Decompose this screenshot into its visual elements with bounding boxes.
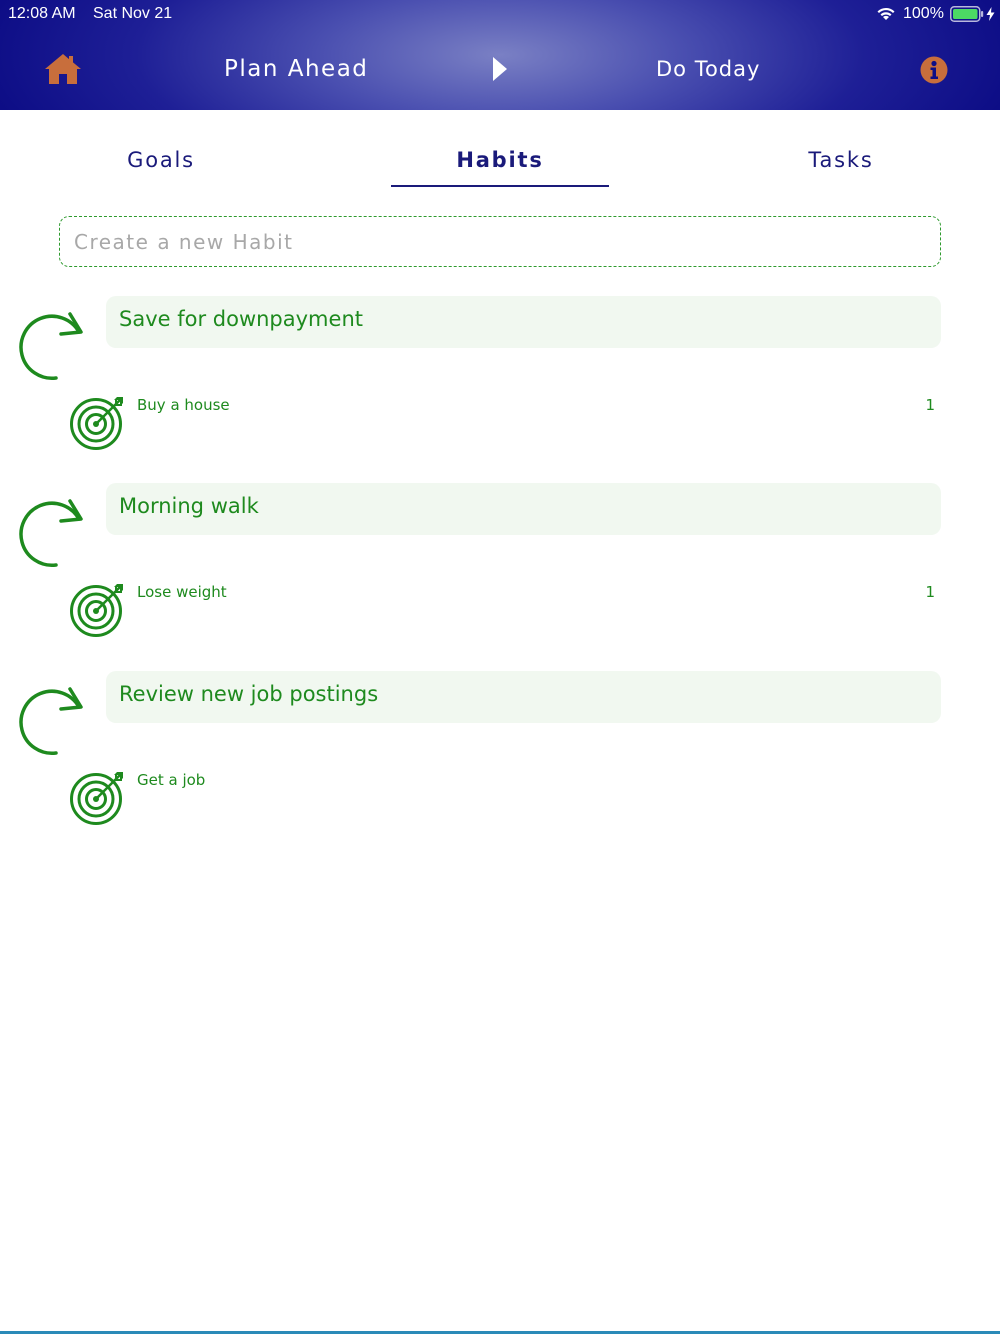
target-goal-icon <box>69 771 125 827</box>
status-date: Sat Nov 21 <box>93 5 173 22</box>
habit-card[interactable] <box>106 483 941 535</box>
habit-title: Save for downpayment <box>119 307 363 331</box>
repeat-cycle-icon[interactable] <box>18 685 88 757</box>
habit-card[interactable] <box>106 296 941 348</box>
plan-ahead-title[interactable]: Plan Ahead <box>224 56 369 82</box>
status-bar <box>0 0 1000 28</box>
tab-selected-indicator <box>391 185 609 187</box>
home-icon[interactable] <box>44 52 82 86</box>
habit-card[interactable] <box>106 671 941 723</box>
battery-percent: 100% <box>903 5 944 22</box>
info-icon[interactable] <box>920 56 948 84</box>
target-goal-icon <box>69 396 125 452</box>
habit-item <box>0 671 1000 841</box>
new-habit-input[interactable] <box>59 216 941 267</box>
battery-icon <box>950 6 984 22</box>
linked-goal-name[interactable]: Lose weight <box>137 583 227 601</box>
linked-goal-name[interactable]: Get a job <box>137 771 206 789</box>
goal-count: 1 <box>925 583 935 601</box>
header <box>0 0 1000 110</box>
charging-bolt-icon <box>986 7 995 21</box>
nav-bar <box>0 28 1000 110</box>
wifi-icon <box>876 7 896 21</box>
tab-habits[interactable]: Habits <box>456 148 544 172</box>
repeat-cycle-icon[interactable] <box>18 310 88 382</box>
target-goal-icon <box>69 583 125 639</box>
tab-goals[interactable]: Goals <box>127 148 195 172</box>
habit-title: Morning walk <box>119 494 259 518</box>
habit-item <box>0 483 1000 653</box>
goal-count: 1 <box>925 396 935 414</box>
repeat-cycle-icon[interactable] <box>18 497 88 569</box>
tab-tasks[interactable]: Tasks <box>808 148 874 172</box>
do-today-link[interactable]: Do Today <box>656 57 761 81</box>
tab-bar <box>0 110 1000 190</box>
play-arrow-icon[interactable] <box>490 56 510 82</box>
status-time: 12:08 AM <box>8 5 76 22</box>
habit-item <box>0 296 1000 466</box>
linked-goal-name[interactable]: Buy a house <box>137 396 230 414</box>
habit-title: Review new job postings <box>119 682 379 706</box>
